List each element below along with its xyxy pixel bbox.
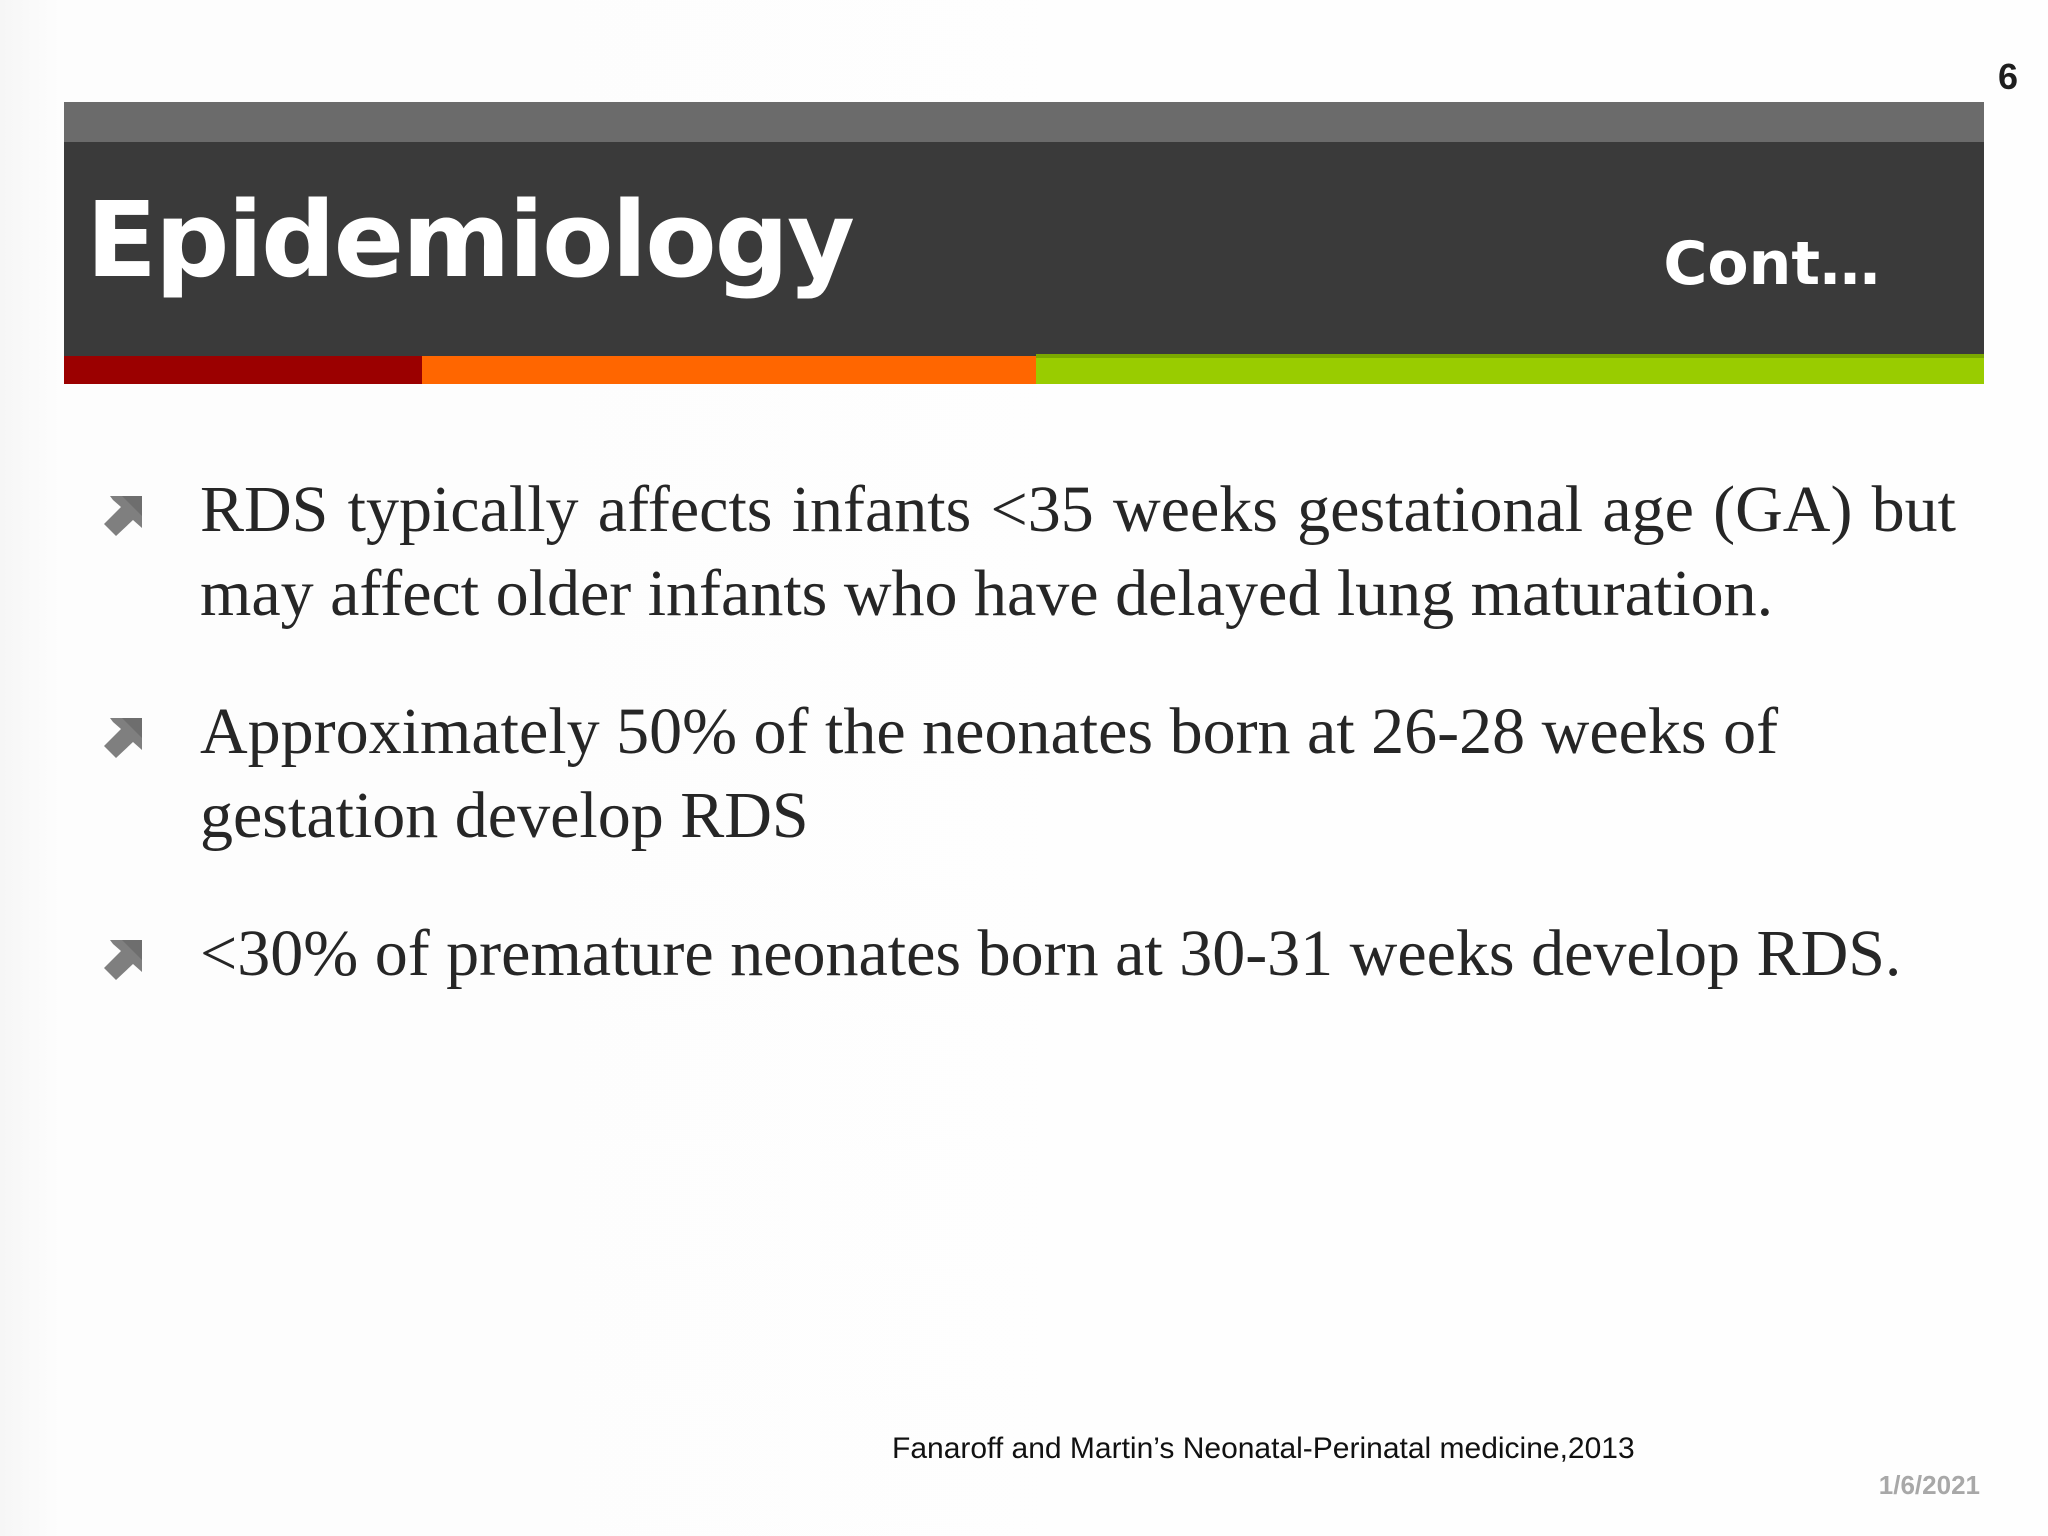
list-item — [96, 912, 1956, 996]
slide-number: 6 — [1997, 56, 2018, 97]
bullet-text: Approximately 50% of the neonates born at 26-28 weeks of gestation develop RDS — [200, 695, 1779, 852]
bullet-text: RDS typically affects infants <35 weeks gestational age (GA) but may affect older infants who have delayed lung maturation. — [200, 473, 1956, 630]
accent-bar-red — [64, 356, 422, 384]
slide-title: Epidemiology — [86, 179, 853, 301]
arrow-up-right-icon — [102, 714, 146, 758]
accent-thin-line — [1036, 354, 1984, 358]
header-top-strip — [64, 102, 1984, 142]
bullet-list — [96, 468, 1956, 1050]
slide-subtitle: Cont… — [1663, 229, 1880, 299]
reference-citation: Fanaroff and Martin’s Neonatal-Perinatal medicine,2013 — [892, 1432, 1635, 1465]
bullet-text: <30% of premature neonates born at 30-31 weeks develop RDS. — [200, 917, 1902, 990]
accent-bar-orange — [422, 356, 1036, 384]
arrow-up-right-icon — [102, 492, 146, 536]
slide-date: 1/6/2021 — [1878, 1470, 1980, 1500]
list-item — [96, 690, 1956, 858]
accent-bar-green — [1036, 356, 1984, 384]
arrow-up-right-icon — [102, 936, 146, 980]
list-item — [96, 468, 1956, 636]
